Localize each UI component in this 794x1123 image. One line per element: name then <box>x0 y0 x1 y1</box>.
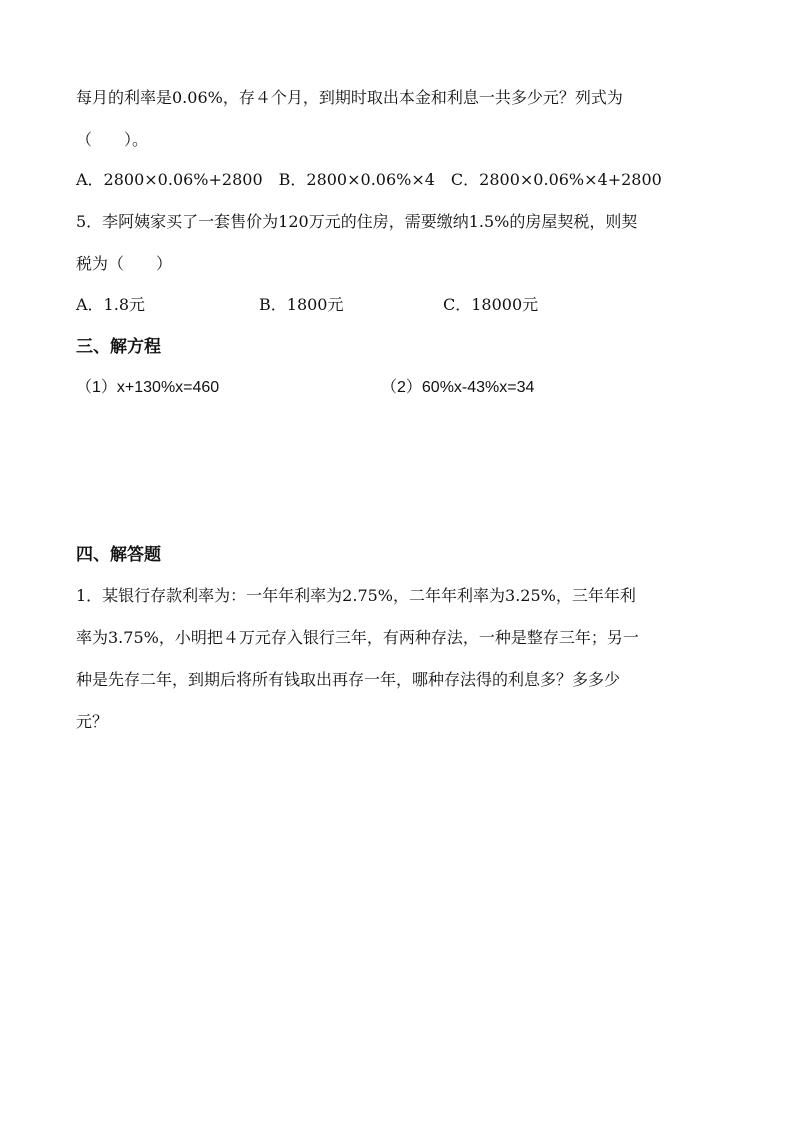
section-4-title: 四、解答题 <box>76 545 161 565</box>
q4-text-line1: 每月的利率是0.06%，存４个月，到期时取出本金和利息一共多少元？列式为 <box>76 88 623 107</box>
q4-options: A．2800×0.06%+2800 B．2800×0.06%×4 C．2800×0.06%×4+2800 <box>76 170 662 189</box>
q4-text-line2: （ ）。 <box>76 130 149 149</box>
q5-option-a: A．1.8元 <box>76 295 146 314</box>
section4-q1-line2: 率为3.75%，小明把４万元存入银行三年，有两种存法，一种是整存三年；另一 <box>76 628 639 647</box>
equation-2: （2）60%x-43%x=34 <box>381 379 535 396</box>
section4-q1-line1: 1．某银行存款利率为：一年年利率为2.75%，二年年利率为3.25%，三年年利 <box>76 586 636 605</box>
section4-q1-line4: 元？ <box>76 712 109 731</box>
q5-option-c: C．18000元 <box>443 295 539 314</box>
q5-text-line1: 5．李阿姨家买了一套售价为120万元的住房，需要缴纳1.5%的房屋契税，则契 <box>76 212 638 231</box>
q5-text-line2: 税为（ ） <box>76 254 173 273</box>
section4-q1-line3: 种是先存二年，到期后将所有钱取出再存一年，哪种存法得的利息多？多多少 <box>76 670 621 689</box>
equation-1: （1）x+130%x=460 <box>76 379 220 396</box>
section-3-title: 三、解方程 <box>76 337 161 357</box>
q5-option-b: B．1800元 <box>259 295 344 314</box>
